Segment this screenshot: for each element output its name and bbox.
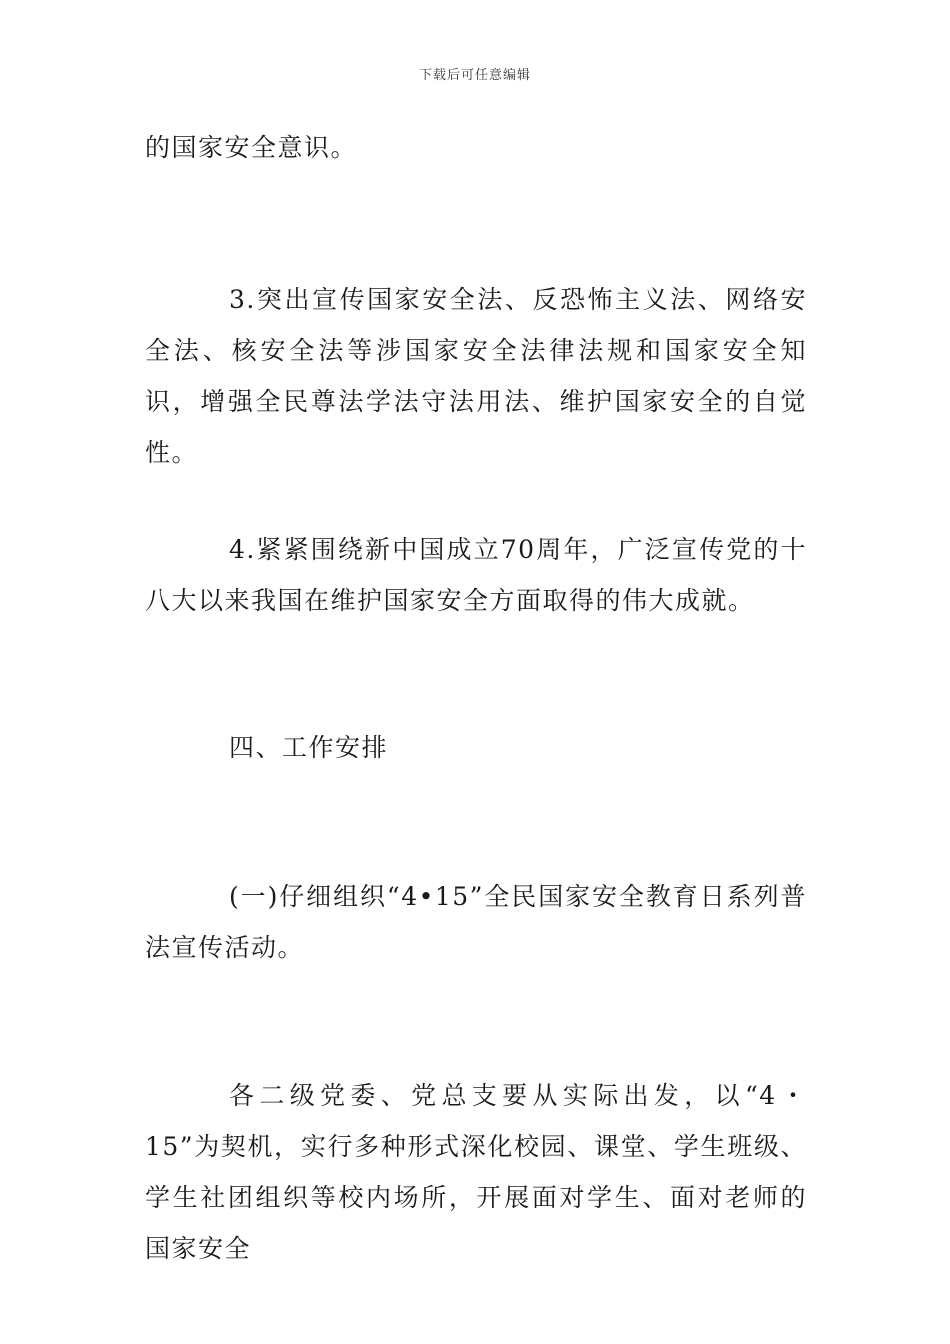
paragraph-item-4: 4.紧紧围绕新中国成立70周年，广泛宣传党的十八大以来我国在维护国家安全方面取得的伟大成就。 <box>145 535 807 615</box>
section-heading-work-arrangement: 四、工作安排 <box>229 733 389 762</box>
paragraph-body: 各二级党委、党总支要从实际出发，以“4・15”为契机，实行多种形式深化校园、课堂、学生班级、学生社团组织等校内场所，开展面对学生、面对老师的国家安全 <box>145 1081 807 1263</box>
page-header: 下载后可任意编辑 <box>418 68 531 83</box>
paragraph-continuation: 的国家安全意识。 <box>145 133 358 162</box>
subsection-heading-1: (一)仔细组织“4•15”全民国家安全教育日系列普法宣传活动。 <box>145 882 807 962</box>
paragraph-item-3: 3.突出宣传国家安全法、反恐怖主义法、网络安全法、核安全法等涉国家安全法律法规和国家安全知识，增强全民尊法学法守法用法、维护国家安全的自觉性。 <box>145 285 807 467</box>
